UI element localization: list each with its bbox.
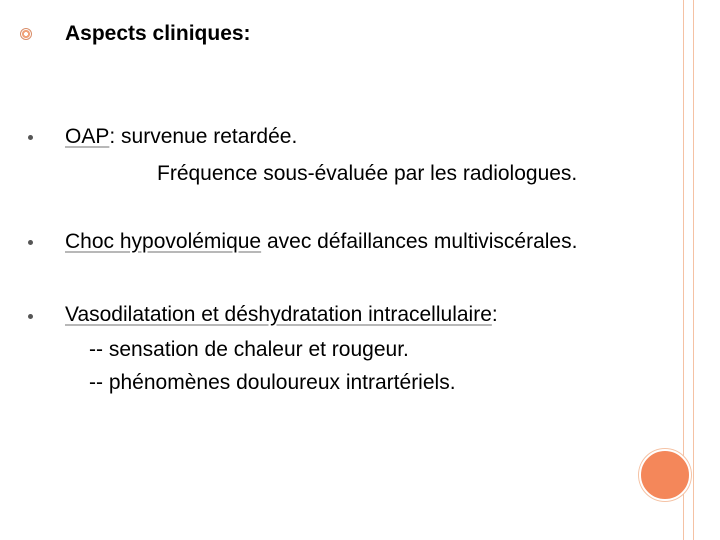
item-term: Vasodilatation et déshydratation intracellulaire [65, 303, 492, 326]
list-item-choc [65, 230, 577, 254]
bullet-icon [28, 240, 33, 245]
bullet-icon [28, 314, 33, 319]
decorative-orb [639, 449, 691, 501]
item-term: OAP [65, 125, 110, 148]
item-text: avec défaillances multiviscérales. [261, 230, 578, 253]
list-item-oap [65, 125, 297, 149]
item-text: : [491, 303, 498, 326]
slide-heading: Aspects cliniques: [65, 22, 251, 45]
frame-line-right [693, 0, 694, 540]
heading-bullet-icon [20, 28, 32, 40]
list-item-vasodilatation [65, 303, 498, 327]
item-subline: -- phénomènes douloureux intrartériels. [89, 371, 456, 394]
item-continuation: Fréquence sous-évaluée par les radiologues. [157, 162, 578, 185]
item-subline: -- sensation de chaleur et rougeur. [89, 338, 409, 361]
item-term: Choc hypovolémique [65, 230, 262, 253]
item-text: : survenue retardée. [109, 125, 298, 148]
bullet-icon [28, 135, 33, 140]
